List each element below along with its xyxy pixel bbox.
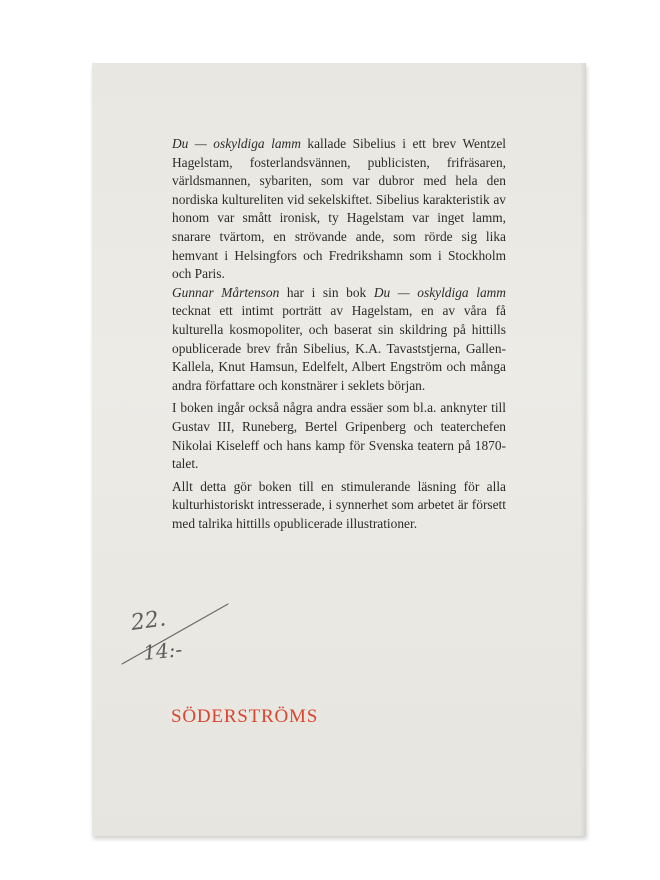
title-italic: Du — oskyldiga lamm bbox=[172, 136, 301, 151]
paragraph-text: har i sin bok bbox=[279, 284, 374, 300]
handwritten-price-line-1: 22. bbox=[129, 606, 168, 636]
book-back-cover bbox=[92, 63, 586, 836]
paragraph-text: I boken ingår också några andra essäer som bl.a. anknyter till Gustav III, Runeberg, Bertel Gripenberg och teaterchefen Nikolai Kiseleff och hans kamp för Svenska teatern på 1870-talet. bbox=[172, 400, 506, 472]
blurb-text bbox=[172, 135, 506, 537]
publisher-name: SÖDERSTRÖMS bbox=[171, 706, 319, 727]
blurb-paragraph-1 bbox=[172, 135, 506, 284]
paragraph-text: tecknat ett intimt porträtt av Hagelstam, en av våra få kulturella kosmopoliter, och baserat sin skildring på hittills opublicerade brev från Sibelius, K.A. Tavaststjerna, Gallen-Kallela, Knut Hamsun, Edelfelt, Albert Engström och många andra författare och konstnärer i seklets början. bbox=[172, 303, 506, 393]
paragraph-text: kallade Sibelius i ett brev Wentzel Hagelstam, fosterlandsvännen, publicisten, frifräsaren, världsmannen, sybariten, som var dubror med hela den nordiska kultureliten vid sekelskiftet. Sibelius karakteristik av honom var smått ironisk, ty Hagelstam var inget lamm, snarare tvärtom, en strövande ande, som rörde sig lika hemvant i Helsingfors och Fredrikshamn som i Stockholm och Paris. bbox=[172, 136, 506, 282]
cover-edge-shadow bbox=[580, 63, 586, 836]
handwritten-price-mark bbox=[116, 598, 236, 668]
blurb-paragraph-2 bbox=[172, 284, 506, 396]
blurb-paragraph-3 bbox=[172, 399, 506, 473]
paragraph-text: Allt detta gör boken till en stimulerande läsning för alla kulturhistoriskt intresserade, i synnerhet som arbetet är försett med talrika hittills opublicerade illustrationer. bbox=[172, 478, 506, 531]
title-italic: Du — oskyldiga lamm bbox=[373, 284, 506, 300]
author-italic: Gunnar Mårtenson bbox=[172, 284, 280, 300]
handwritten-price-line-2: 14:- bbox=[142, 637, 184, 665]
blurb-paragraph-4 bbox=[172, 478, 506, 534]
